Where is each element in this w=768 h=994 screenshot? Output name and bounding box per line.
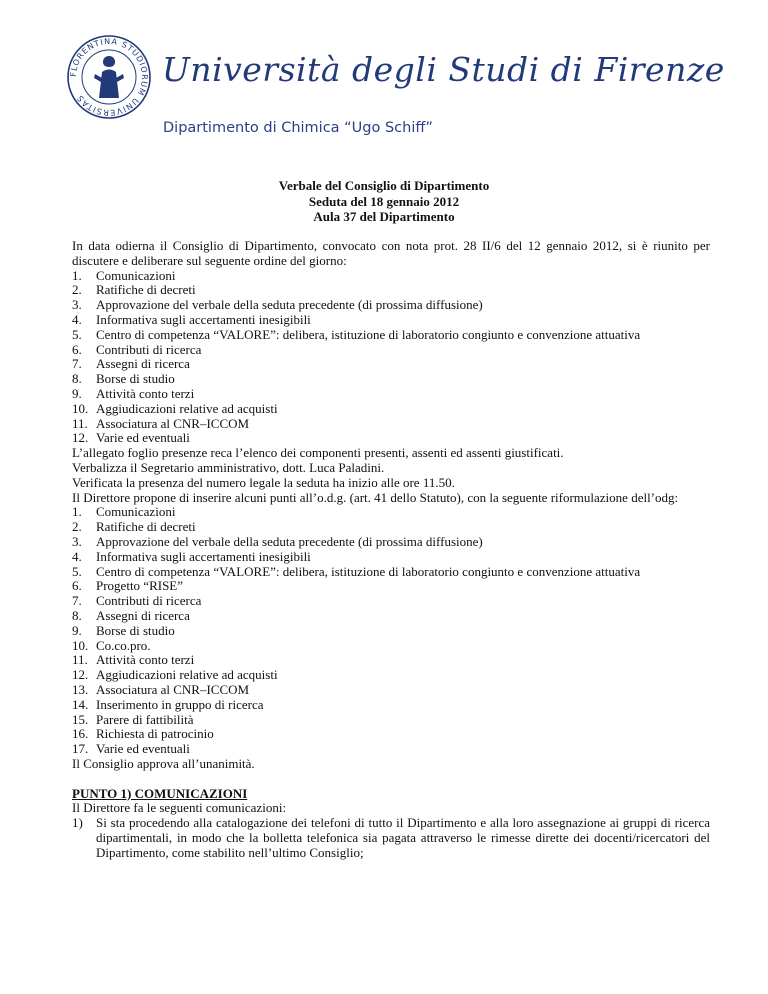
item-number: 4. [72,311,82,327]
agenda-item [72,653,710,668]
university-name: Università degli Studi di Firenze [162,50,725,89]
section-intro: Il Direttore fa le seguenti comunicazioni: [72,800,287,816]
agenda-item [72,269,710,284]
item-text: Parere di fattibilità [96,711,194,727]
item-text: Inserimento in gruppo di ricerca [96,696,264,712]
communication-item [72,816,710,860]
agenda-item [72,639,710,654]
item-text: Contributi di ricerca [96,341,202,357]
item-text: Attività conto terzi [96,385,195,401]
item-text: Contributi di ricerca [96,593,202,609]
item-text: Aggiudicazioni relative ad acquisti [96,400,278,416]
item-text: Approvazione del verbale della seduta precedente (di prossima diffusione) [96,297,483,313]
item-number: 5. [72,563,82,579]
agenda-item [72,357,710,372]
item-number: 14. [72,696,89,712]
item-text: Varie ed eventuali [96,430,190,446]
university-seal-logo [66,34,152,120]
item-text: Varie ed eventuali [96,741,190,757]
item-number: 13. [72,681,89,697]
item-text: Informativa sugli accertamenti inesigibili [96,548,311,564]
agenda-item [72,313,710,328]
item-text: Centro di competenza “VALORE”: delibera, istituzione di laboratorio congiunto e convenzione attuativa [96,326,641,342]
item-number: 15. [72,711,89,727]
item-number: 4. [72,548,82,564]
item-text: Assegni di ricerca [96,607,190,623]
item-text: Centro di competenza “VALORE”: delibera, istituzione di laboratorio congiunto e convenzione attuativa [96,563,641,579]
item-number: 1. [72,267,82,283]
agenda-item [72,417,710,432]
item-text: Ratifiche di decreti [96,282,196,298]
agenda-item [72,328,710,343]
item-number: 3. [72,533,82,549]
agenda-item [72,505,710,520]
agenda-item [72,387,710,402]
item-number: 10. [72,400,89,416]
item-text: Informativa sugli accertamenti inesigibili [96,311,311,327]
item-text: Si sta procedendo alla catalogazione dei telefoni di tutto il Dipartimento e alla loro assegnazione ai gruppi di ricerca dipartimentali, in modo che la bolletta telefonica sia pagata attraverso le rimesse dirette dei docenti/ricercatori del Dipartimento, come stabilito nell’ultimo Consiglio; [96,815,710,860]
agenda-item [72,431,710,446]
item-text: Comunicazioni [96,267,176,283]
intro-paragraph: In data odierna il Consiglio di Dipartimento, convocato con nota prot. 28 II/6 del 12 gennaio 2012, si è riunito per discutere e deliberare sul seguente ordine del giorno: [72,238,710,268]
item-text: Progetto “RISE” [96,578,184,594]
agenda-item [72,713,710,728]
department-name: Dipartimento di Chimica “Ugo Schiff” [163,120,433,136]
item-number: 1. [72,504,82,520]
item-text: Attività conto terzi [96,652,195,668]
agenda-item [72,565,710,580]
agenda-item [72,683,710,698]
approval-paragraph: Il Consiglio approva all’unanimità. [72,755,255,771]
item-number: 7. [72,356,82,372]
secretary-paragraph: Verbalizza il Segretario amministrativo, dott. Luca Paladini. [72,459,385,475]
section-heading-comunicazioni: PUNTO 1) COMUNICAZIONI [72,785,248,801]
agenda-item [72,609,710,624]
item-number: 8. [72,371,82,387]
item-number: 2. [72,282,82,298]
item-number: 16. [72,726,89,742]
agenda-item [72,343,710,358]
title-line-3: Aula 37 del Dipartimento [313,209,455,224]
item-text: Approvazione del verbale della seduta precedente (di prossima diffusione) [96,533,483,549]
item-number: 8. [72,607,82,623]
item-number: 6. [72,341,82,357]
agenda-item [72,298,710,313]
item-text: Assegni di ricerca [96,356,190,372]
agenda-item [72,372,710,387]
item-number: 10. [72,637,89,653]
item-number: 9. [72,385,82,401]
item-number: 7. [72,593,82,609]
agenda-item [72,624,710,639]
item-number: 3. [72,297,82,313]
item-text: Associatura al CNR–ICCOM [96,681,250,697]
item-number: 11. [72,415,88,431]
title-line-2: Seduta del 18 gennaio 2012 [308,193,460,209]
agenda-item [72,727,710,742]
agenda-item [72,668,710,683]
item-number: 2. [72,519,82,535]
agenda-item [72,550,710,565]
item-number: 9. [72,622,82,638]
agenda-item [72,742,710,757]
attendance-paragraph: L’allegato foglio presenze reca l’elenco dei componenti presenti, assenti ed assenti giustificati. [72,445,564,461]
quorum-paragraph: Verificata la presenza del numero legale la seduta ha inizio alle ore 11.50. [72,474,455,490]
item-number: 6. [72,578,82,594]
director-proposal-paragraph: Il Direttore propone di inserire alcuni punti all’o.d.g. (art. 41 dello Statuto), con la seguente riformulazione dell’odg: [72,489,679,505]
agenda-item [72,579,710,594]
agenda-item [72,535,710,550]
item-number: 5. [72,326,82,342]
item-text: Aggiudicazioni relative ad acquisti [96,667,278,683]
item-number: 1) [72,815,83,831]
agenda-list-revised [72,505,710,757]
item-number: 17. [72,741,89,757]
item-text: Co.co.pro. [96,637,151,653]
item-text: Comunicazioni [96,504,176,520]
item-text: Richiesta di patrocinio [96,726,214,742]
agenda-item [72,520,710,535]
agenda-item [72,402,710,417]
communications-list [72,816,710,860]
document-body [72,239,710,861]
item-text: Ratifiche di decreti [96,519,196,535]
item-text: Associatura al CNR–ICCOM [96,415,250,431]
document-title [0,178,768,225]
item-number: 12. [72,667,89,683]
agenda-item [72,283,710,298]
item-text: Borse di studio [96,622,175,638]
item-text: Borse di studio [96,371,175,387]
agenda-list-original [72,269,710,447]
item-number: 12. [72,430,89,446]
agenda-item [72,698,710,713]
title-line-1: Verbale del Consiglio di Dipartimento [278,178,490,193]
item-number: 11. [72,652,88,668]
agenda-item [72,594,710,609]
seal-lettering: FLORENTINA STUDIORUM UNIVERSITAS [68,36,150,118]
